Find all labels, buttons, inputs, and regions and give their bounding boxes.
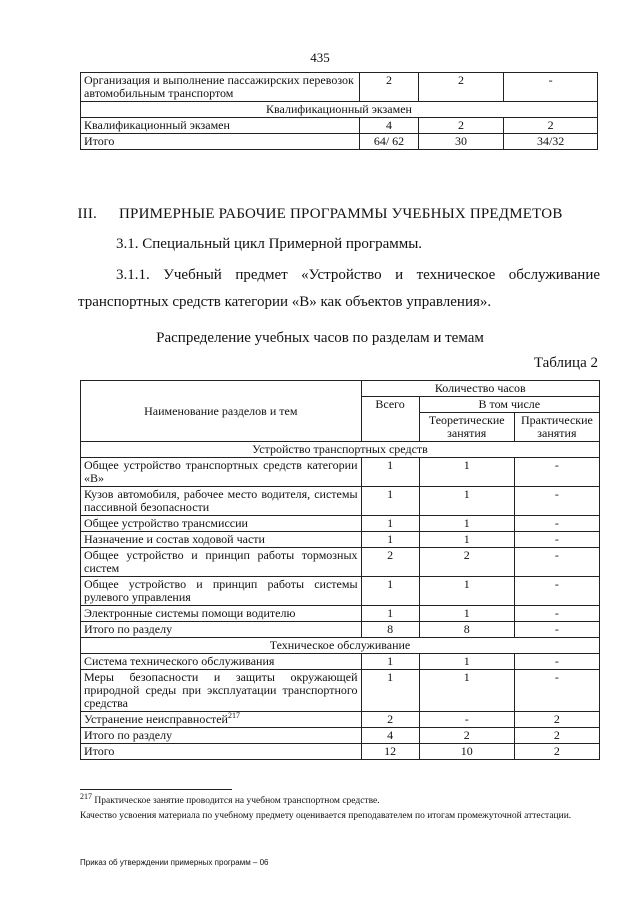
footnote-mark: 217 xyxy=(80,791,92,801)
row-practice: - xyxy=(514,577,599,606)
row-name-cell xyxy=(81,458,362,487)
table-row xyxy=(81,487,600,516)
row-theory: 10 xyxy=(419,744,514,760)
row-value-practice: 2 xyxy=(504,118,598,134)
row-practice: - xyxy=(514,532,599,548)
table-row xyxy=(81,73,598,102)
row-name: Общее устройство транспортных средств категории «B» xyxy=(84,458,358,485)
section-title: Техническое обслуживание xyxy=(81,638,600,654)
table-row xyxy=(81,622,600,638)
row-theory: - xyxy=(419,712,514,728)
footnote xyxy=(80,791,600,822)
row-theory: 1 xyxy=(419,532,514,548)
table-row xyxy=(81,134,598,150)
table-row xyxy=(81,532,600,548)
paragraph-subject xyxy=(78,262,600,316)
row-name-cell xyxy=(81,487,362,516)
header-name: Наименование разделов и тем xyxy=(81,381,362,442)
row-name: Общее устройство и принцип работы тормозных систем xyxy=(84,548,358,575)
row-theory: 2 xyxy=(419,728,514,744)
row-total: 2 xyxy=(361,548,419,577)
row-name: Итого по разделу xyxy=(84,622,173,636)
row-practice: 2 xyxy=(514,744,599,760)
table-row xyxy=(81,744,600,760)
row-value-practice: 34/32 xyxy=(504,134,598,150)
row-total: 8 xyxy=(361,622,419,638)
row-value-practice: - xyxy=(504,73,598,102)
row-theory: 1 xyxy=(419,458,514,487)
row-practice: - xyxy=(514,606,599,622)
table-row xyxy=(81,516,600,532)
row-practice: - xyxy=(514,670,599,712)
row-theory: 8 xyxy=(419,622,514,638)
row-name-cell xyxy=(81,622,362,638)
row-total: 1 xyxy=(361,516,419,532)
row-name-cell xyxy=(81,548,362,577)
row-name-cell xyxy=(81,728,362,744)
row-theory: 1 xyxy=(419,670,514,712)
row-total: 1 xyxy=(361,606,419,622)
row-total: 1 xyxy=(361,654,419,670)
row-practice: - xyxy=(514,516,599,532)
section-heading xyxy=(0,206,640,223)
row-name: Общее устройство и принцип работы системы рулевого управления xyxy=(84,577,358,604)
table-row xyxy=(81,118,598,134)
footnote-text: Практическое занятие проводится на учебном транспортном средстве. xyxy=(94,796,380,806)
distribution-title: Распределение учебных часов по разделам и темам xyxy=(156,330,484,346)
footnote-ref: 217 xyxy=(227,711,240,720)
table-row xyxy=(81,728,600,744)
footnote-rule xyxy=(80,789,232,790)
row-practice: - xyxy=(514,622,599,638)
row-total: 2 xyxy=(361,712,419,728)
row-total: 1 xyxy=(361,458,419,487)
table-row xyxy=(81,670,600,712)
header-total: Всего xyxy=(361,397,419,442)
row-total: 1 xyxy=(361,670,419,712)
row-name: Электронные системы помощи водителю xyxy=(84,606,296,620)
row-value-total: 4 xyxy=(360,118,418,134)
header-including: В том числе xyxy=(419,397,599,413)
assessment-note: Качество усвоения материала по учебному предмету оценивается преподавателем по итогам промежуточной аттестации. xyxy=(80,811,572,821)
row-name-cell xyxy=(81,670,362,712)
table-row xyxy=(81,458,600,487)
row-total: 4 xyxy=(361,728,419,744)
row-name: Организация и выполнение пассажирских перевозок автомобильным транспортом xyxy=(81,73,360,102)
hours-table xyxy=(80,380,600,760)
row-name-cell xyxy=(81,606,362,622)
row-value-total: 64/ 62 xyxy=(360,134,418,150)
row-name: Итого xyxy=(81,134,360,150)
page-number: 435 xyxy=(310,50,330,65)
row-name: Назначение и состав ходовой части xyxy=(84,532,265,546)
row-total: 1 xyxy=(361,532,419,548)
row-total: 12 xyxy=(361,744,419,760)
row-practice: 2 xyxy=(514,728,599,744)
row-theory: 1 xyxy=(419,606,514,622)
row-theory: 1 xyxy=(419,577,514,606)
row-practice: - xyxy=(514,654,599,670)
row-name: Итого xyxy=(84,744,115,758)
table-section-row xyxy=(81,442,600,458)
row-name-cell xyxy=(81,516,362,532)
row-name: Итого по разделу xyxy=(84,728,173,742)
row-theory: 1 xyxy=(419,487,514,516)
row-practice: - xyxy=(514,487,599,516)
table-label: Таблица 2 xyxy=(533,355,598,371)
row-name-cell xyxy=(81,712,362,728)
row-name-cell xyxy=(81,744,362,760)
paragraph-special-cycle: 3.1. Специальный цикл Примерной программы. xyxy=(116,236,423,252)
row-name: Кузов автомобиля, рабочее место водителя, системы пассивной безопасности xyxy=(84,487,358,514)
table-row xyxy=(81,577,600,606)
row-name-cell xyxy=(81,577,362,606)
section-title: Квалификационный экзамен xyxy=(81,102,598,118)
section-heading-text: ПРИМЕРНЫЕ РАБОЧИЕ ПРОГРАММЫ УЧЕБНЫХ ПРЕДМЕТОВ xyxy=(119,206,563,222)
section-title: Устройство транспортных средств xyxy=(81,442,600,458)
row-value-theory: 2 xyxy=(418,118,504,134)
paragraph-subject-line1: 3.1.1. Учебный предмет «Устройство и техническое обслуживание xyxy=(116,267,600,283)
row-total: 1 xyxy=(361,577,419,606)
order-footer: Приказ об утверждении примерных программ – 06 xyxy=(80,858,269,867)
header-practice: Практические занятия xyxy=(514,413,599,442)
row-total: 1 xyxy=(361,487,419,516)
row-value-total: 2 xyxy=(360,73,418,102)
table-section-row xyxy=(81,102,598,118)
section-heading-number: III. xyxy=(77,206,97,222)
row-name: Меры безопасности и защиты окружающей природной среды при эксплуатации транспортного средства xyxy=(84,670,358,710)
table-row xyxy=(81,654,600,670)
header-qty: Количество часов xyxy=(361,381,599,397)
row-value-theory: 2 xyxy=(418,73,504,102)
table-row xyxy=(81,712,600,728)
row-theory: 1 xyxy=(419,654,514,670)
row-name: Устранение неисправностей xyxy=(84,712,228,726)
row-theory: 1 xyxy=(419,516,514,532)
row-value-theory: 30 xyxy=(418,134,504,150)
row-theory: 2 xyxy=(419,548,514,577)
top-table xyxy=(80,72,598,150)
paragraph-subject-line2: транспортных средств категории «B» как объектов управления». xyxy=(78,294,492,310)
row-practice: - xyxy=(514,458,599,487)
footnote-217 xyxy=(80,791,600,807)
row-name: Общее устройство трансмиссии xyxy=(84,516,248,530)
table-row xyxy=(81,606,600,622)
row-name-cell xyxy=(81,654,362,670)
row-practice: - xyxy=(514,548,599,577)
header-theory: Теоретические занятия xyxy=(419,413,514,442)
row-practice: 2 xyxy=(514,712,599,728)
table-section-row xyxy=(81,638,600,654)
row-name: Система технического обслуживания xyxy=(84,654,275,668)
row-name: Квалификационный экзамен xyxy=(81,118,360,134)
table-row xyxy=(81,548,600,577)
row-name-cell xyxy=(81,532,362,548)
